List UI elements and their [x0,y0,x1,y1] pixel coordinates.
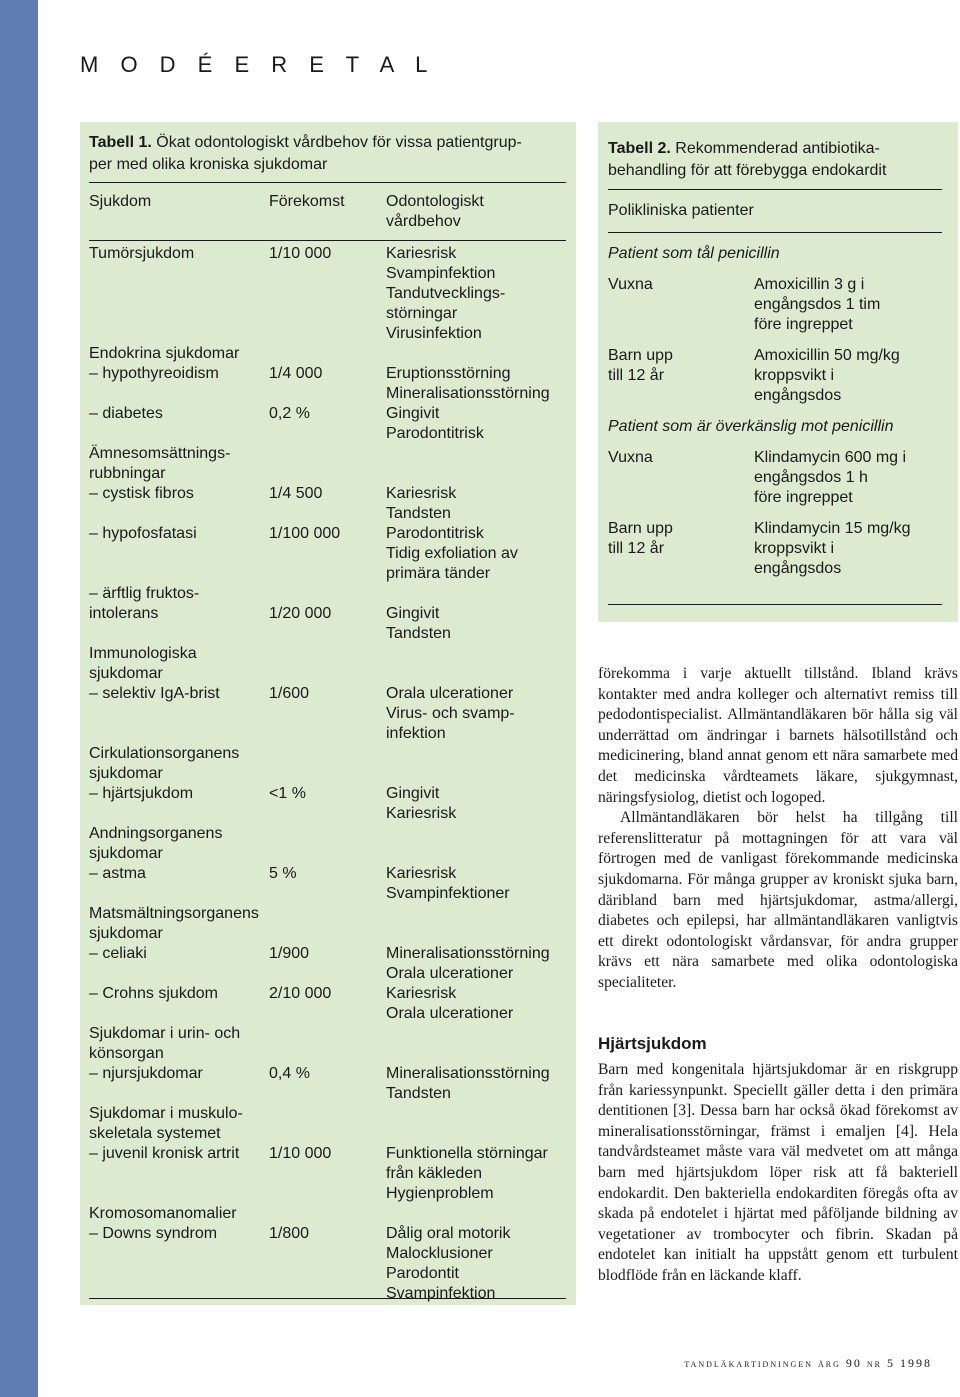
table-row [80,864,576,904]
table-2-subheader: Polikliniska patienter [608,202,754,219]
cell-forekomst: 0,2 % [269,405,310,422]
table-1-caption-line1: Ökat odontologiskt vårdbehov för vissa patientgrup- [156,134,522,151]
patient-group: Vuxna [608,276,653,293]
group-heading: Patient som är överkänslig mot penicillin [608,418,894,435]
cell-sjukdom: Matsmältningsorganens sjukdomar [89,905,259,942]
header-sjukdom: Sjukdom [89,193,152,210]
table-1-caption [89,132,569,176]
header-forekomst: Förekomst [269,193,345,210]
group-heading: Patient som tål penicillin [608,245,780,262]
table-row [80,484,576,524]
cell-vardbehov: Parodontitrisk Tidig exfoliation av primära tänder [386,525,518,582]
table-row [80,944,576,984]
cell-forekomst: <1 % [269,785,306,802]
table-row [80,584,576,644]
table-row [80,904,576,944]
cell-forekomst: 1/100 000 [269,525,341,542]
table-row [80,344,576,364]
table-2-rule-top [608,189,942,190]
cell-sjukdom: – diabetes [89,405,163,422]
table-1-header [80,192,576,242]
patient-group: Barn upp till 12 år [608,520,673,557]
table-1-label: Tabell 1. [89,134,152,151]
body-text-bottom [598,1060,958,1287]
table-row [80,404,576,444]
cell-forekomst: 1/800 [269,1225,310,1242]
table-1-rule-bottom [89,1298,566,1299]
table-2-rule-bottom [608,604,942,605]
cell-sjukdom: – hypothyreoidism [89,365,219,382]
table-1-rule-header [89,240,566,241]
table-row [80,364,576,404]
cell-forekomst: 1/10 000 [269,245,332,262]
table-2-rule-sub [608,232,942,233]
cell-forekomst: 5 % [269,865,297,882]
cell-vardbehov: Gingivit Tandsten [386,605,451,642]
table-2-caption [608,138,953,182]
cell-sjukdom: Ämnesomsättnings- rubbningar [89,445,231,482]
cell-sjukdom: – ärftlig fruktos- intolerans [89,585,200,622]
table-row [80,244,576,344]
cell-sjukdom: – Crohns sjukdom [89,985,218,1002]
cell-sjukdom: Sjukdomar i muskulo- skeletala systemet [89,1105,243,1142]
cell-sjukdom: Sjukdomar i urin- och könsorgan [89,1025,241,1062]
table-1-box [80,122,576,1305]
table-row [80,1144,576,1204]
table-1-body [80,244,576,1302]
cell-vardbehov: Eruptionsstörning Mineralisationsstörning [386,365,550,402]
dosage: Amoxicillin 3 g i engångsdos 1 tim före ingreppet [754,276,881,333]
cell-sjukdom: Endokrina sjukdomar [89,345,240,362]
cell-sjukdom: – juvenil kronisk artrit [89,1145,240,1162]
page-footer: tandläkartidningen årg 90 nr 5 1998 [684,1356,932,1370]
body-paragraph-1: förekomma i varje aktuellt tillstånd. Ibland krävs kontakter med andra kolleger och alternativt remiss till pedodontispecialist. Allmäntandläkaren bör hålla sig väl underrättad om ändringar i barnets hälsotillstånd och medicinering, bland annat genom ett nära samarbete med det medicinska vårdteamets läkare, sjukgymnast, näringsfysiolog, dietist och logoped. [598,665,958,806]
table-1-rule-top [89,182,566,183]
table-row [80,824,576,864]
table-row [80,1064,576,1104]
running-head: M O D É E R E T A L [80,52,436,77]
cell-sjukdom: – hjärtsjukdom [89,785,194,802]
table-2-label: Tabell 2. [608,140,671,157]
body-text-top [598,664,958,994]
cell-sjukdom: – astma [89,865,146,882]
table-row [80,984,576,1024]
table-row [80,444,576,484]
table-2-caption-line2: behandling för att förebygga endokardit [608,162,887,179]
dosage: Klindamycin 15 mg/kg kroppsvikt i engångsdos [754,520,911,577]
table-1-caption-line2: per med olika kroniska sjukdomar [89,156,328,173]
cell-forekomst: 2/10 000 [269,985,332,1002]
cell-forekomst: 1/4 000 [269,365,323,382]
cell-sjukdom: – selektiv IgA-brist [89,685,220,702]
cell-vardbehov: Gingivit Kariesrisk [386,785,457,822]
cell-sjukdom: – hypofosfatasi [89,525,197,542]
table-row [80,684,576,744]
cell-vardbehov: Kariesrisk Orala ulcerationer [386,985,514,1022]
patient-group: Barn upp till 12 år [608,347,673,384]
cell-sjukdom: Andningsorganens sjukdomar [89,825,223,862]
cell-vardbehov: Gingivit Parodontitrisk [386,405,484,442]
cell-vardbehov: Mineralisationsstörning Orala ulcerationer [386,945,550,982]
table-row [80,1104,576,1144]
cell-vardbehov: Dålig oral motorik Malocklusioner Parodontit Svampinfektion [386,1225,511,1302]
cell-forekomst: 0,4 % [269,1065,310,1082]
cell-vardbehov: Kariesrisk Svampinfektioner [386,865,510,902]
cell-sjukdom: Cirkulationsorganens sjukdomar [89,745,240,782]
cell-sjukdom: – cystisk fibros [89,485,194,502]
body-paragraph-3: Barn med kongenitala hjärtsjukdomar är en riskgrupp från kariessynpunkt. Speciellt gäller detta i den primära dentitionen [3]. Dessa barn har också ökad förekomst av mineralisationsstörningar, främst i emaljen [4]. Hela tandvårdsteamet måste vara väl medvetet om att många barn med hjärtsjukdom löper risk att få bakteriell endokardit. Den bakteriella endokarditen föregås ofta av skada på endotelet i hjärtat med påföljande bildning av vegetationer av trombocyter och fibrin. Skadan på endotelet kan initialt ha uppstått genom ett turbulent blodflöde från en läckande klaff. [598,1061,958,1284]
cell-forekomst: 1/600 [269,685,310,702]
cell-sjukdom: – Downs syndrom [89,1225,218,1242]
table-row [80,1204,576,1224]
cell-sjukdom: – njursjukdomar [89,1065,203,1082]
cell-forekomst: 1/20 000 [269,605,332,622]
cell-forekomst: 1/4 500 [269,485,323,502]
table-2-box [598,122,958,622]
table-row [80,784,576,824]
header-vardbehov: Odontologiskt vårdbehov [386,193,484,230]
cell-vardbehov: Orala ulcerationer Virus- och svamp- infektion [386,685,515,742]
cell-sjukdom: Kromosomanomalier [89,1205,237,1222]
table-row [80,524,576,584]
cell-vardbehov: Kariesrisk Svampinfektion Tandutvecklings- störningar Virusinfektion [386,245,506,342]
cell-vardbehov: Funktionella störningar från käkleden Hygienproblem [386,1145,548,1202]
side-color-bar [0,0,38,1397]
cell-forekomst: 1/10 000 [269,1145,332,1162]
section-heading-hjartsjukdom: Hjärtsjukdom [598,1034,707,1053]
table-row [80,744,576,784]
table-row [80,1024,576,1064]
cell-sjukdom: – celiaki [89,945,147,962]
table-row [80,644,576,684]
cell-sjukdom: Immunologiska sjukdomar [89,645,197,682]
patient-group: Vuxna [608,449,653,466]
table-2-body [608,244,953,604]
cell-forekomst: 1/900 [269,945,310,962]
cell-sjukdom: Tumörsjukdom [89,245,195,262]
dosage: Amoxicillin 50 mg/kg kroppsvikt i engångsdos [754,347,900,404]
table-row [80,1224,576,1304]
table-2-caption-line1: Rekommenderad antibiotika- [675,140,880,157]
body-paragraph-2: Allmäntandläkaren bör helst ha tillgång till referenslitteratur på mottagningen för att vara väl förtrogen med de vanligast förekommande medicinska sjukdomarna. För många grupper av kroniskt sjuka barn, däribland barn med hjärtsjukdomar, astma/allergi, diabetes och epilepsi, har allmäntandläkaren vanligtvis ett direkt odontologiskt vårdansvar, för andra grupper krävs ett nära samarbete med olika odontologiska specialiteter. [598,809,958,991]
dosage: Klindamycin 600 mg i engångsdos 1 h före ingreppet [754,449,907,506]
cell-vardbehov: Mineralisationsstörning Tandsten [386,1065,550,1102]
cell-vardbehov: Kariesrisk Tandsten [386,485,457,522]
